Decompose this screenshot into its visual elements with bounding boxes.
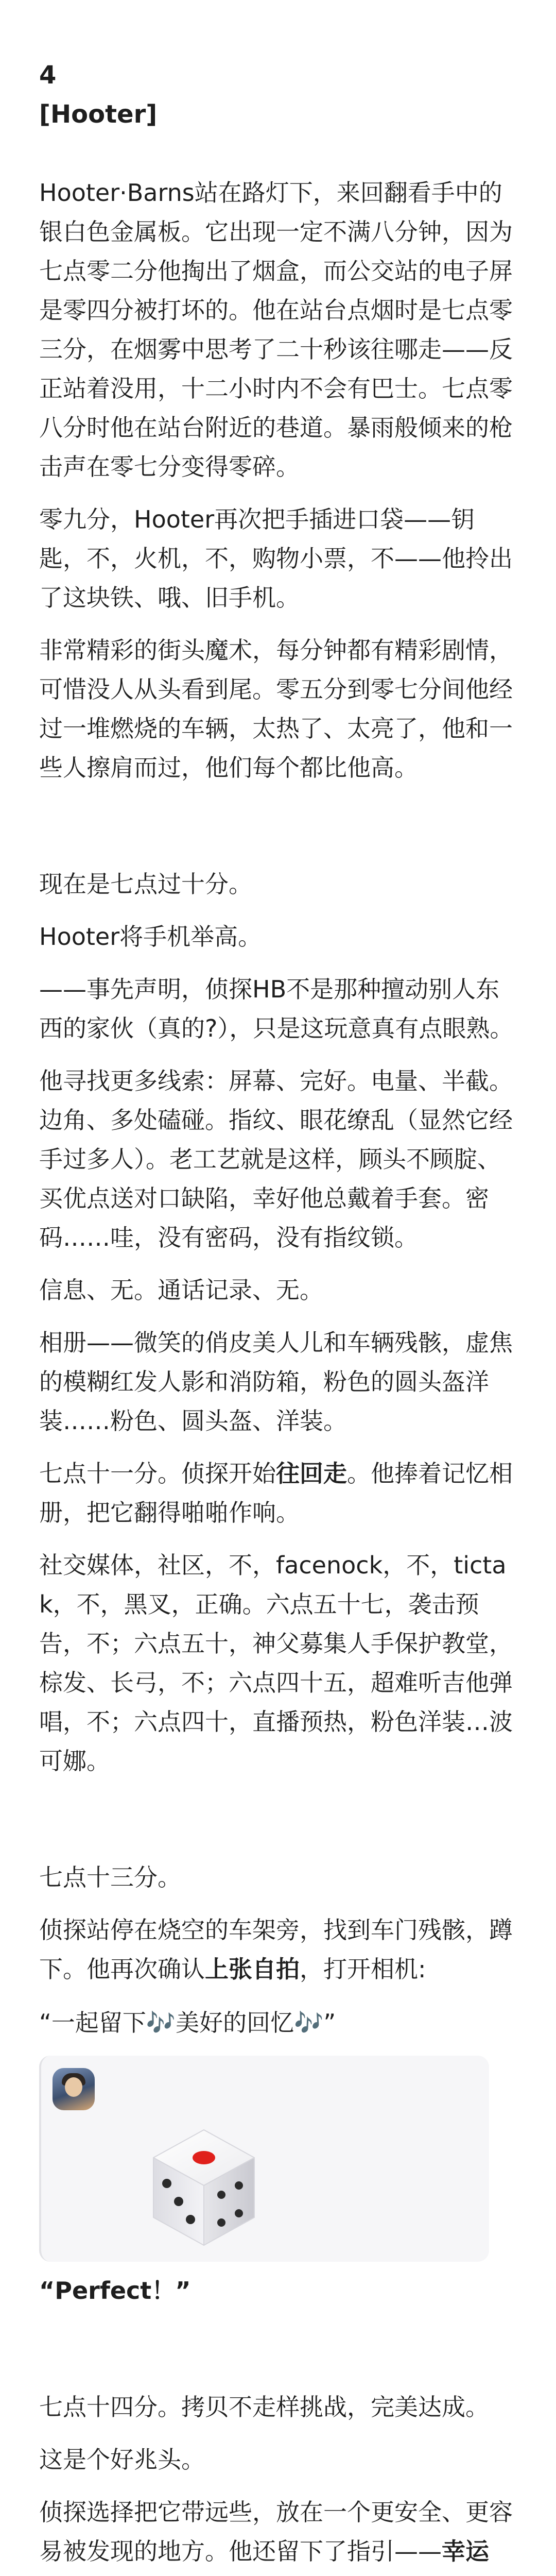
paragraph: 现在是七点过十分。 (39, 870, 252, 898)
paragraph (39, 1910, 517, 1989)
bold-text: 上张自拍 (205, 1955, 300, 1983)
paragraph: 他寻找更多线索：屏幕、完好。电量、半截。边角、多处磕碰。指纹、眼花缭乱（显然它经手过多人）。老工艺就是这样，顾头不顾腚、买优点送对口缺陷，幸好他总戴着手套。密码……哇，没有密码，没有指纹锁。 (39, 1067, 513, 1251)
dice-icon (148, 2127, 259, 2248)
paragraph: Hooter·Barns站在路灯下，来回翻看手中的银白色金属板。它出现一定不满八分钟，因为七点零二分他掏出了烟盒，而公交站的电子屏是零四分被打坏的。他在站台点烟时是七点零三分，在烟雾中思考了二十秒该往哪走——反正站着没用，十二小时内不会有巴士。七点零八分时他在站台附近的巷道。暴雨般倾来的枪击声在零七分变得零碎。 (39, 179, 513, 481)
text-run: 七点十一分。侦探开始 (39, 1460, 276, 1487)
section-gap (39, 2324, 517, 2387)
paragraph: “Perfect！” (39, 2277, 191, 2304)
paragraph: 社交媒体，社区，不，facenock，不，tictak，不，黑叉，正确。六点五十七，袭击预告，不；六点五十，神父募集人手保护教堂，棕发、长弓，不；六点四十五，超难听吉他弹唱，不；六点四十，直播预热，粉色洋装…波可娜。 (39, 1551, 513, 1775)
paragraph: 这是个好兆头。 (39, 2446, 205, 2473)
text-run: 。他捧着记忆相册，把它翻得啪啪作响。 (39, 1460, 513, 1527)
paragraph: 信息、无。通话记录、无。 (39, 1276, 323, 1304)
social-post-card[interactable] (39, 2056, 489, 2262)
chapter-number: 4 (39, 61, 57, 90)
text-run: 侦探站停在烧空的车架旁，找到车门残骸，蹲下。他再次确认 (39, 1916, 513, 1983)
note-body (39, 173, 517, 2576)
paragraph: Hooter将手机举高。 (39, 923, 262, 951)
text-run: 侦探选择把它带远些，放在一个更安全、更容易被发现的地方。他还留下了指引—— (39, 2498, 513, 2565)
bold-text: 幸运 (442, 2537, 489, 2565)
paragraph: 相册——微笑的俏皮美人儿和车辆残骸，虚焦的模糊红发人影和消防箱，粉色的圆头盔洋装……粉色、圆头盔、洋装。 (39, 1329, 513, 1435)
paragraph: 七点十四分。拷贝不走样挑战，完美达成。 (39, 2393, 489, 2421)
paragraph: ——事先声明，侦探HB不是那种擅动别人东西的家伙（真的?），只是这玩意真有点眼熟。 (39, 975, 514, 1042)
paragraph: 七点十三分。 (39, 1863, 181, 1891)
paragraph (39, 1454, 517, 1532)
section-gap (39, 801, 517, 865)
bold-text: 往回走 (276, 1460, 347, 1487)
paragraph (39, 2493, 517, 2576)
text-run: ，打开相机: (300, 1955, 426, 1983)
chapter-title: [Hooter] (39, 100, 158, 129)
paragraph: 非常精彩的街头魔术，每分钟都有精彩剧情，可惜没人从头看到尾。零五分到零七分间他经过一堆燃烧的车辆，太热了、太亮了，他和一些人擦肩而过，他们每个都比他高。 (39, 636, 513, 782)
avatar-icon[interactable] (53, 2068, 95, 2110)
section-gap (39, 1794, 517, 1858)
caption-quote: “一起留下🎶美好的回忆🎶” (39, 2009, 336, 2037)
paragraph: 零九分，Hooter再次把手插进口袋——钥匙，不，火机，不，购物小票，不——他拎出了这块铁、哦、旧手机。 (39, 505, 513, 612)
